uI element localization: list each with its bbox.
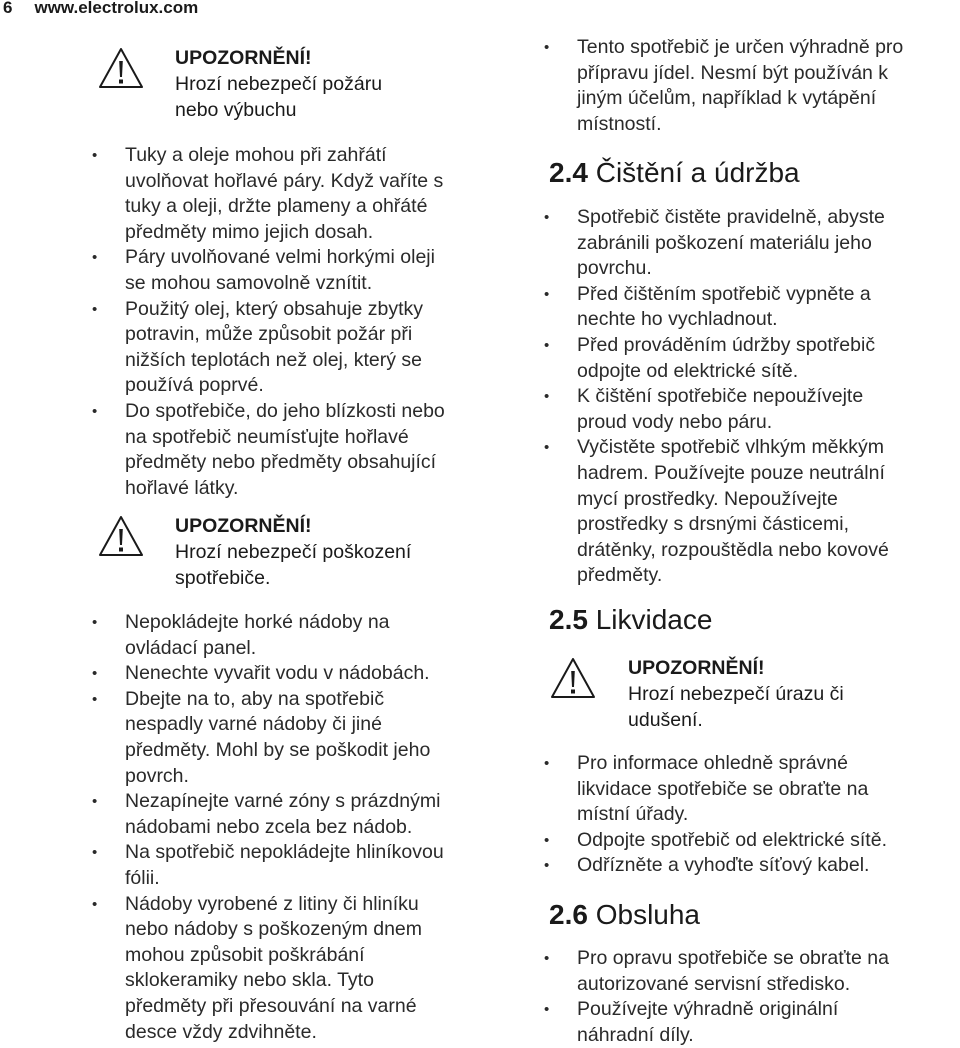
page-header [3, 0, 198, 18]
usage-list [544, 35, 960, 137]
cleaning-list [544, 205, 960, 589]
list-item: • Pro opravu spotřebiče se obraťte na autorizované servisní středisko. [544, 946, 960, 997]
warning-triangle-icon [550, 656, 596, 700]
warning-text [628, 655, 844, 733]
section-heading [549, 898, 700, 932]
warning-line: Hrozí nebezpečí poškození [175, 541, 412, 563]
list-item: • K čištění spotřebiče nepoužívejte proud vody nebo páru. [544, 384, 960, 435]
disposal-list [544, 751, 960, 879]
warning-line: Hrozí nebezpečí požáru [175, 73, 383, 95]
list-item: • Dbejte na to, aby na spotřebič nespadly varné nádoby či jiné předměty. Mohl by se poškodit jeho povrch. [92, 687, 512, 789]
warning-title: UPOZORNĚNÍ! [175, 47, 312, 69]
list-item: • Nezapínejte varné zóny s prázdnými nádobami nebo zcela bez nádob. [92, 789, 512, 840]
operation-list [544, 946, 960, 1048]
list-item: • Do spotřebiče, do jeho blízkosti nebo na spotřebič neumísťujte hořlavé předměty nebo předměty obsahující hořlavé látky. [92, 399, 512, 501]
list-item: • Tuky a oleje mohou při zahřátí uvolňovat hořlavé páry. Když vaříte s tuky a oleji, držte plameny a ohřáté předměty mimo jejich dosah. [92, 143, 512, 245]
section-number: 2.6 [549, 899, 588, 930]
site-url: www.electrolux.com [34, 0, 199, 17]
list-item: • Nenechte vyvařit vodu v nádobách. [92, 661, 512, 687]
list-item: • Před čištěním spotřebič vypněte a nechte ho vychladnout. [544, 282, 960, 333]
warning-text [175, 513, 411, 591]
list-item: • Odřízněte a vyhoďte síťový kabel. [544, 853, 960, 879]
section-title: Likvidace [595, 604, 713, 635]
warning-triangle-icon [98, 514, 144, 558]
list-item: • Odpojte spotřebič od elektrické sítě. [544, 828, 960, 854]
warning-text [175, 45, 382, 123]
section-title: Čištění a údržba [595, 157, 800, 188]
list-item: • Na spotřebič nepokládejte hliníkovou fólii. [92, 840, 512, 891]
list-item: • Před prováděním údržby spotřebič odpojte od elektrické sítě. [544, 333, 960, 384]
fire-safety-list [92, 143, 512, 501]
page-number: 6 [3, 0, 13, 17]
section-number: 2.4 [549, 157, 588, 188]
warning-title: UPOZORNĚNÍ! [628, 657, 765, 679]
section-title: Obsluha [595, 899, 701, 930]
warning-line: spotřebiče. [175, 567, 271, 589]
section-heading [549, 156, 800, 190]
warning-line: Hrozí nebezpečí úrazu či [628, 683, 844, 705]
list-item: • Páry uvolňované velmi horkými oleji se mohou samovolně vznítit. [92, 245, 512, 296]
warning-triangle-icon [98, 46, 144, 90]
section-number: 2.5 [549, 604, 588, 635]
list-item: • Nádoby vyrobené z litiny či hliníku nebo nádoby s poškozeným dnem mohou způsobit poškrábání sklokeramiky nebo skla. Tyto předměty při přesouvání na varné desce vždy zdvihněte. [92, 892, 512, 1046]
section-heading [549, 603, 712, 637]
list-item: • Nepokládejte horké nádoby na ovládací panel. [92, 610, 512, 661]
list-item: • Používejte výhradně originální náhradní díly. [544, 997, 960, 1048]
damage-list [92, 610, 512, 1045]
list-item: • Spotřebič čistěte pravidelně, abyste zabránili poškození materiálu jeho povrchu. [544, 205, 960, 282]
list-item: • Tento spotřebič je určen výhradně pro přípravu jídel. Nesmí být používán k jiným účelům, například k vytápění místností. [544, 35, 960, 137]
list-item: • Vyčistěte spotřebič vlhkým měkkým hadrem. Používejte pouze neutrální mycí prostředky. Nepoužívejte prostředky s drsnými částicemi, drátěnky, rozpouštědla nebo kovové předměty. [544, 435, 960, 589]
list-item: • Pro informace ohledně správné likvidace spotřebiče se obraťte na místní úřady. [544, 751, 960, 828]
warning-line: udušení. [628, 709, 703, 731]
list-item: • Použitý olej, který obsahuje zbytky potravin, může způsobit požár při nižších teplotách než olej, který se používá poprvé. [92, 297, 512, 399]
warning-line: nebo výbuchu [175, 99, 297, 121]
warning-title: UPOZORNĚNÍ! [175, 515, 312, 537]
